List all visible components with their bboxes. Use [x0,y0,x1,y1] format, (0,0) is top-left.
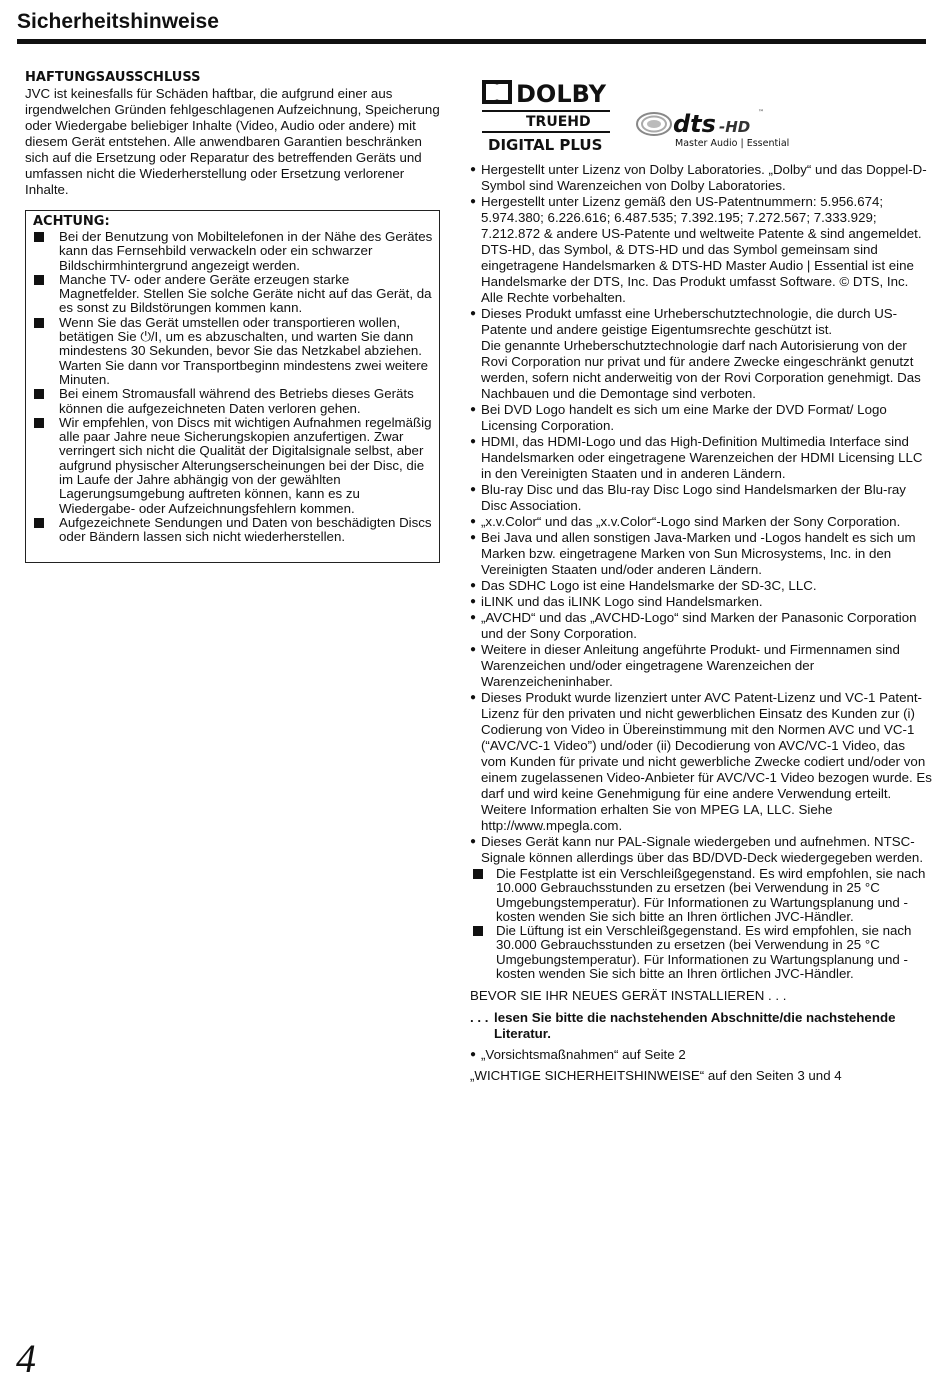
square-bullet-icon [33,230,59,273]
bullet-icon: ● [470,164,477,175]
disclaimer-heading: HAFTUNGSAUSSCHLUSS [25,70,201,85]
caution-item: Aufgezeichnete Sendungen und Daten von beschädigten Discs oder Bändern lassen sich nicht wiederherstellen. [33,516,433,545]
square-bullet-icon [33,273,59,316]
before-install-lead: . . . lesen Sie bitte die nachstehenden Abschnitte/die nachstehende Literatur. [470,1010,896,1042]
caution-item: Manche TV- oder andere Geräte erzeugen starke Magnetfelder. Stellen Sie solche Geräte nicht auf das Gerät, da es sonst zu Bildstörungen kommen kann. [33,273,433,316]
square-bullet-icon [33,316,59,387]
notice-item: ● HDMI, das HDMI-Logo und das High-Definition Multimedia Interface sind Handelsmarken oder eingetragene Warenzeichen der HDMI Licensing LLC in den Vereinigten Staaten und in anderen Ländern. [470,434,923,481]
caution-item: Bei der Benutzung von Mobiltelefonen in der Nähe des Gerätes kann das Fernsehbild verwackeln oder ein schwarzer Bildschirmhintergrund angezeigt werden. [33,230,433,273]
page-title: Sicherheitshinweise [17,10,219,33]
page-number: 4 [16,1336,36,1381]
caution-heading: ACHTUNG: [33,214,110,229]
reference-item: „WICHTIGE SICHERHEITSHINWEISE“ auf den Seiten 3 und 4 [470,1068,842,1084]
notice-item: ● „x.v.Color“ und das „x.v.Color“-Logo sind Marken der Sony Corporation. [470,514,901,529]
bullet-icon: ● [470,692,477,703]
bullet-icon: ● [470,596,477,607]
dolby-dts-logos [470,78,930,156]
dts-hd-logo [637,109,789,149]
bullet-icon: ● [470,436,477,447]
dolby-word: DOLBY [516,80,606,108]
dts-word: dts [673,110,716,138]
wear-note: Die Lüftung ist ein Verschleißgegenstand. Es wird empfohlen, sie nach 30.000 Gebrauchsstunden zu ersetzen (bei Verwendung in 25 °C Umgebungstemperatur). Für Informationen zu Wartungsplanung und -kosten wenden Sie sich bitte an Ihren örtlichen JVC-Händler. [470,924,932,981]
notice-item: ● „AVCHD“ und das „AVCHD-Logo“ sind Marken der Panasonic Corporation und der Sony Corporation. [470,610,917,641]
bullet-icon: ● [470,516,477,527]
caution-item: Bei einem Stromausfall während des Betriebs dieses Geräts können die aufgezeichneten Daten verloren gehen. [33,387,433,416]
notice-item: ● Blu-ray Disc und das Blu-ray Disc Logo sind Handelsmarken der Blu-ray Disc Association. [470,482,906,513]
disclaimer-section [25,70,445,198]
reference-item: ● „Vorsichtsmaßnahmen“ auf Seite 2 [470,1047,686,1063]
logo-row [470,78,932,156]
notice-item: ● Das SDHC Logo ist eine Handelsmarke der SD-3C, LLC. [470,578,817,593]
notice-item: ● Bei DVD Logo handelt es sich um eine Marke der DVD Format/ Logo Licensing Corporation. [470,402,887,433]
square-bullet-icon [33,387,59,416]
notice-item: ● Hergestellt unter Lizenz von Dolby Laboratories. „Dolby“ und das Doppel-D-Symbol sind Warenzeichen von Dolby Laboratories. [470,162,927,193]
square-bullet-icon [33,416,59,516]
dts-hd: -HD [719,118,751,136]
before-install-heading: BEVOR SIE IHR NEUES GERÄT INSTALLIEREN . . . [470,988,787,1004]
notice-item: ● Dieses Gerät kann nur PAL-Signale wiedergeben und aufnehmen. NTSC-Signale können allerdings über das BD/DVD-Deck wiedergegeben werden. [470,834,924,865]
disclaimer-text: JVC ist keinesfalls für Schäden haftbar, die aufgrund einer aus irgendwelchen Gründen fehlgeschlagenen Aufzeichnung, Speicherung oder Wiedergabe beliebiger Inhalte (Video, Audio oder andere) mit diesem Gerät entstehen. Alle anwendbaren Garantien beschränken sich auf die Ersetzung oder Reparatur des betreffenden Geräts und umfassen nicht die Wiederherstellung oder Ersetzung verlorener Inhalte. [25,86,440,197]
notice-item: ● Bei Java und allen sonstigen Java-Marken und -Logos handelt es sich um Marken bzw. eingetragene Marken von Sun Microsystems, Inc. in den Vereinigten Staaten und/oder anderen Ländern. [470,530,916,577]
dolby-digital-plus: DIGITAL PLUS [488,136,603,154]
dolby-truehd: TRUEHD [526,114,591,130]
square-bullet-icon [33,516,59,545]
notice-item: ● Weitere in dieser Anleitung angeführte Produkt- und Firmennamen sind Warenzeichen und/oder eingetragene Warenzeichen der Warenzeicheninhaber. [470,642,900,689]
caution-box [25,210,440,563]
caution-item: Wir empfehlen, von Discs mit wichtigen Aufnahmen regelmäßig alle paar Jahre neue Sicherungskopien anzufertigen. Zwar verringert sich nicht die Qualität der Digitalsignale selbst, aber aufgrund physischer Alterungserscheinungen bei der Disc, die im Laufe der Jahre abhängig von der gewählten Lagerungsumgebung auftreten können, kann es zu Wiedergabe- oder Aufzeichnungsfehlern kommen. [33,416,433,516]
square-bullet-icon [470,867,496,924]
bullet-icon: ● [470,1049,477,1061]
notice-item: ● Dieses Produkt umfasst eine Urheberschutztechnologie, die durch US-Patente und andere geistige Eigentumsrechte geschützt ist. Die genannte Urheberschutztechnologie darf nach Autorisierung von der Rovi Corporation nur privat und für andere Zwecke eingeschränkt genutzt werden, sofern nicht anderweitig von der Rovi Corporation genehmigt. Das Nachbauen und die Demontage sind verboten. [470,306,921,401]
bullet-icon: ● [470,404,477,415]
wear-note: Die Festplatte ist ein Verschleißgegenstand. Es wird empfohlen, sie nach 10.000 Gebrauchsstunden zu ersetzen (bei Verwendung in 25 °C Umgebungstemperatur). Für Informationen zu Wartungsplanung und -kosten wenden Sie sich bitte an Ihren örtlichen JVC-Händler. [470,867,932,924]
notice-item: ● iLINK und das iLINK Logo sind Handelsmarken. [470,594,763,609]
bullet-icon: ● [470,580,477,591]
caution-item: Wenn Sie das Gerät umstellen oder transportieren wollen, betätigen Sie ⏻/I, um es abzuschalten, und warten Sie dann mindestens 30 Sekunden, bevor Sie das Netzkabel abziehen. Warten Sie dann vor Transportbeginn mindestens zwei weitere Minuten. [33,316,433,387]
bullet-icon: ● [470,644,477,655]
bullet-icon: ● [470,612,477,623]
notice-item: ● Hergestellt unter Lizenz gemäß den US-Patentnummern: 5.956.674; 5.974.380; 6.226.616; 6.487.535; 7.392.195; 7.272.567; 7.333.929; 7.212.872 & andere US-Patente und weltweite Patente & sind angemeldet. DTS-HD, das Symbol, & DTS-HD und das Symbol gemeinsam sind eingetragene Handelsmarken & DTS-HD Master Audio | Essential ist eine Handelsmarke der DTS, Inc. Das Produkt umfasst Software. © DTS, Inc. Alle Rechte vorbehalten. [470,194,922,305]
dolby-logo [482,80,610,154]
bullet-icon: ● [470,196,477,207]
bullet-icon: ● [470,836,477,847]
bullet-icon: ● [470,484,477,495]
license-section [470,78,932,1084]
square-bullet-icon [470,924,496,981]
dts-sub: Master Audio | Essential [675,138,790,149]
bullet-icon: ● [470,308,477,319]
bullet-icon: ● [470,532,477,543]
title-rule [17,39,926,44]
notice-item: ● Dieses Produkt wurde lizenziert unter AVC Patent-Lizenz und VC-1 Patent-Lizenz für den privaten und nicht gewerblichen Einsatz des Kunden zur (i) Codierung von Video in Übereinstimmung mit den Normen AVC und VC-1 (“AVC/VC-1 Video”) und/oder (ii) Decodierung von AVC/VC-1 Video, das vom Kunden für private und nicht gewerbliche Zwecke codiert und/oder von einem zugelassenen Video-Anbieter für AVC/VC-1 Video bezogen wurde. Es darf und wird keine Genehmigung für eine andere Verwendung erteilt. Weitere Information erhalten Sie von MPEG LA, LLC. Siehe http://www.mpegla.com. [470,690,932,833]
dts-tm: ™ [758,109,764,116]
